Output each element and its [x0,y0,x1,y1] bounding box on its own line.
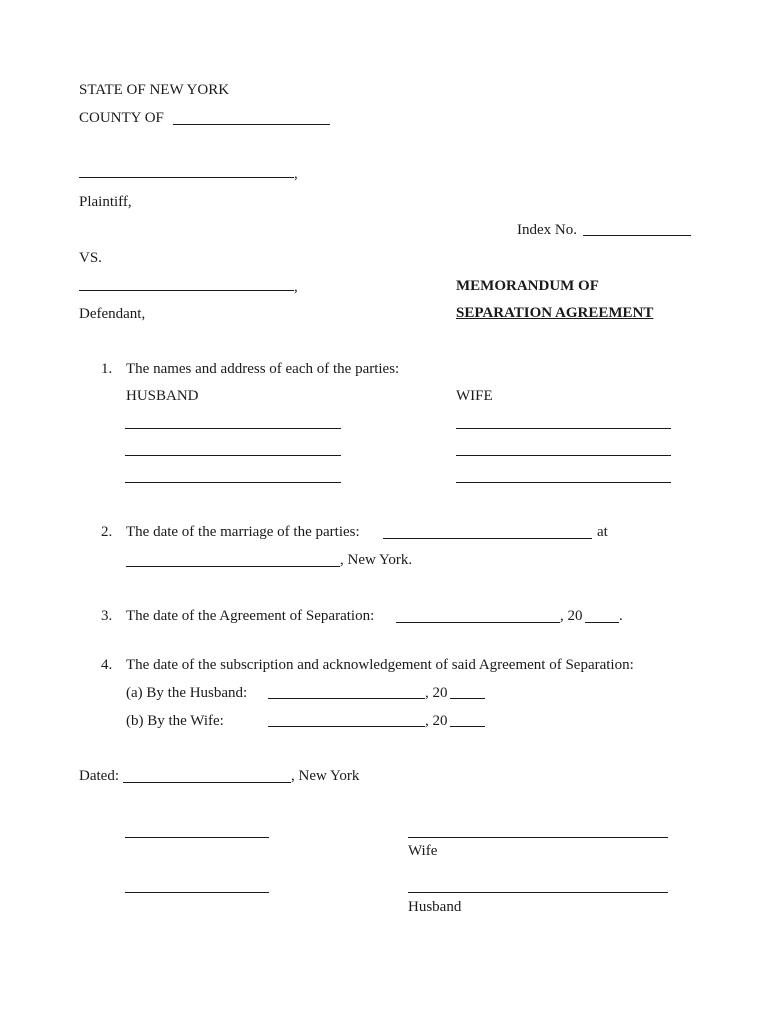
item2-text: The date of the marriage of the parties: [126,524,360,540]
plaintiff-comma: , [294,166,298,182]
defendant-label: Defendant, [79,306,146,322]
marriage-date-field[interactable] [383,538,592,539]
item1-text: The names and address of each of the parties: [126,361,400,377]
dated-label: Dated: [79,768,119,784]
husband-signature-line[interactable] [408,892,668,893]
left-signature-line-2[interactable] [125,892,269,893]
item2-at: at [597,524,608,540]
index-number-field[interactable] [583,235,691,236]
husband-address-line-2[interactable] [125,455,341,456]
husband-sign-date-field[interactable] [268,698,425,699]
state-heading: STATE OF NEW YORK [79,82,230,98]
defendant-comma: , [294,279,298,295]
document-title-line1: MEMORANDUM OF [456,278,599,294]
dated-date-field[interactable] [123,782,291,783]
wife-sign-year-field[interactable] [450,726,485,727]
county-label: COUNTY OF [79,110,164,126]
item4b-year-prefix: , 20 [425,713,448,729]
item4a-year-prefix: , 20 [425,685,448,701]
wife-address-line-1[interactable] [456,428,671,429]
left-signature-line-1[interactable] [125,837,269,838]
husband-sign-year-field[interactable] [450,698,485,699]
item1-number: 1. [101,361,113,377]
document-title-line2: SEPARATION AGREEMENT [456,305,654,321]
item3-text: The date of the Agreement of Separation: [126,608,375,624]
item4-text: The date of the subscription and acknowledgement of said Agreement of Separation: [126,657,634,673]
separation-year-field[interactable] [585,622,619,623]
item3-year-prefix: , 20 [560,608,583,624]
separation-date-field[interactable] [396,622,560,623]
wife-heading: WIFE [456,388,493,404]
defendant-name-field[interactable] [79,290,294,291]
item2-number: 2. [101,524,113,540]
husband-address-line-1[interactable] [125,428,341,429]
vs-label: VS. [79,250,102,266]
item4b-label: (b) By the Wife: [126,713,224,729]
dated-new-york: , New York [291,768,360,784]
index-label: Index No. [517,222,577,238]
item3-period: . [619,608,623,624]
plaintiff-name-field[interactable] [79,177,294,178]
county-field[interactable] [173,124,330,125]
item2-new-york: , New York. [340,552,413,568]
wife-signature-label: Wife [408,843,438,859]
husband-address-line-3[interactable] [125,482,341,483]
plaintiff-label: Plaintiff, [79,194,132,210]
marriage-place-field[interactable] [126,566,340,567]
wife-address-line-3[interactable] [456,482,671,483]
husband-signature-label: Husband [408,899,462,915]
wife-sign-date-field[interactable] [268,726,425,727]
wife-signature-line[interactable] [408,837,668,838]
husband-heading: HUSBAND [126,388,199,404]
item4a-label: (a) By the Husband: [126,685,248,701]
item3-number: 3. [101,608,113,624]
item4-number: 4. [101,657,113,673]
wife-address-line-2[interactable] [456,455,671,456]
